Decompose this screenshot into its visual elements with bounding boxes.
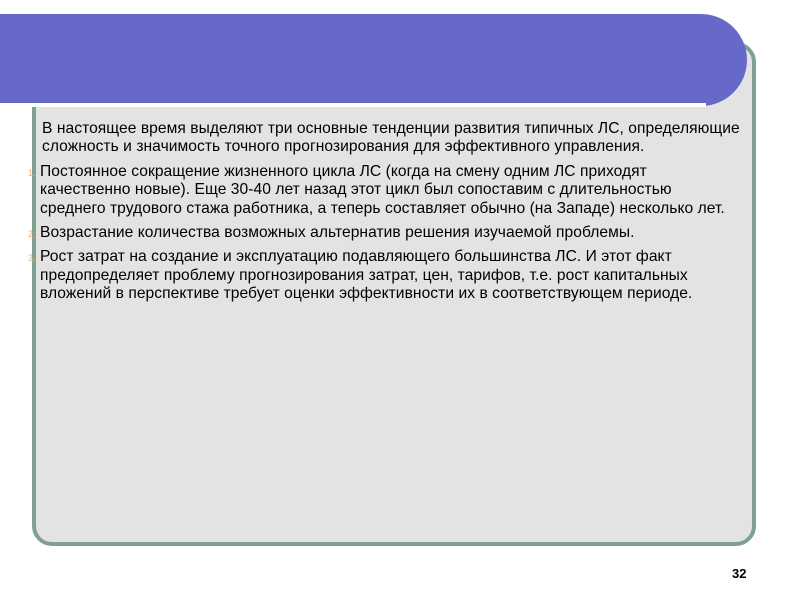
list-item-3 [28, 248, 740, 303]
list-number-2: 2. [28, 229, 36, 240]
slide-body [28, 120, 740, 310]
page-number: 32 [732, 566, 747, 581]
banner-underline [0, 103, 706, 107]
list-number-3: 3. [28, 253, 36, 264]
list-item-3-text: Рост затрат на создание и эксплуатацию подавляющего большинства ЛС. И этот факт предопределяет проблему прогнозирования затрат, цен, тарифов, т.е. рост капитальных вложений в перспективе требует оценки эффективности их в соответствующем периоде. [40, 248, 693, 303]
title-banner [0, 14, 747, 106]
list-number-1: 1. [28, 167, 36, 178]
list-item-1 [28, 162, 740, 218]
list-item-2 [28, 224, 740, 242]
intro-paragraph: В настоящее время выделяют три основные тенденции развития типичных ЛС, определяющие сложность и значимость точного прогнозирования для эффективного управления. [42, 120, 740, 156]
list-item-1-text: Постоянное сокращение жизненного цикла ЛС (когда на смену одним ЛС приходят качественно новые). Еще 30-40 лет назад этот цикл был сопоставим с длительностью среднего трудового стажа работника, а теперь составляет обычно (на Западе) несколько лет. [40, 162, 725, 217]
list-item-2-text: Возрастание количества возможных альтернатив решения изучаемой проблемы. [40, 224, 635, 242]
